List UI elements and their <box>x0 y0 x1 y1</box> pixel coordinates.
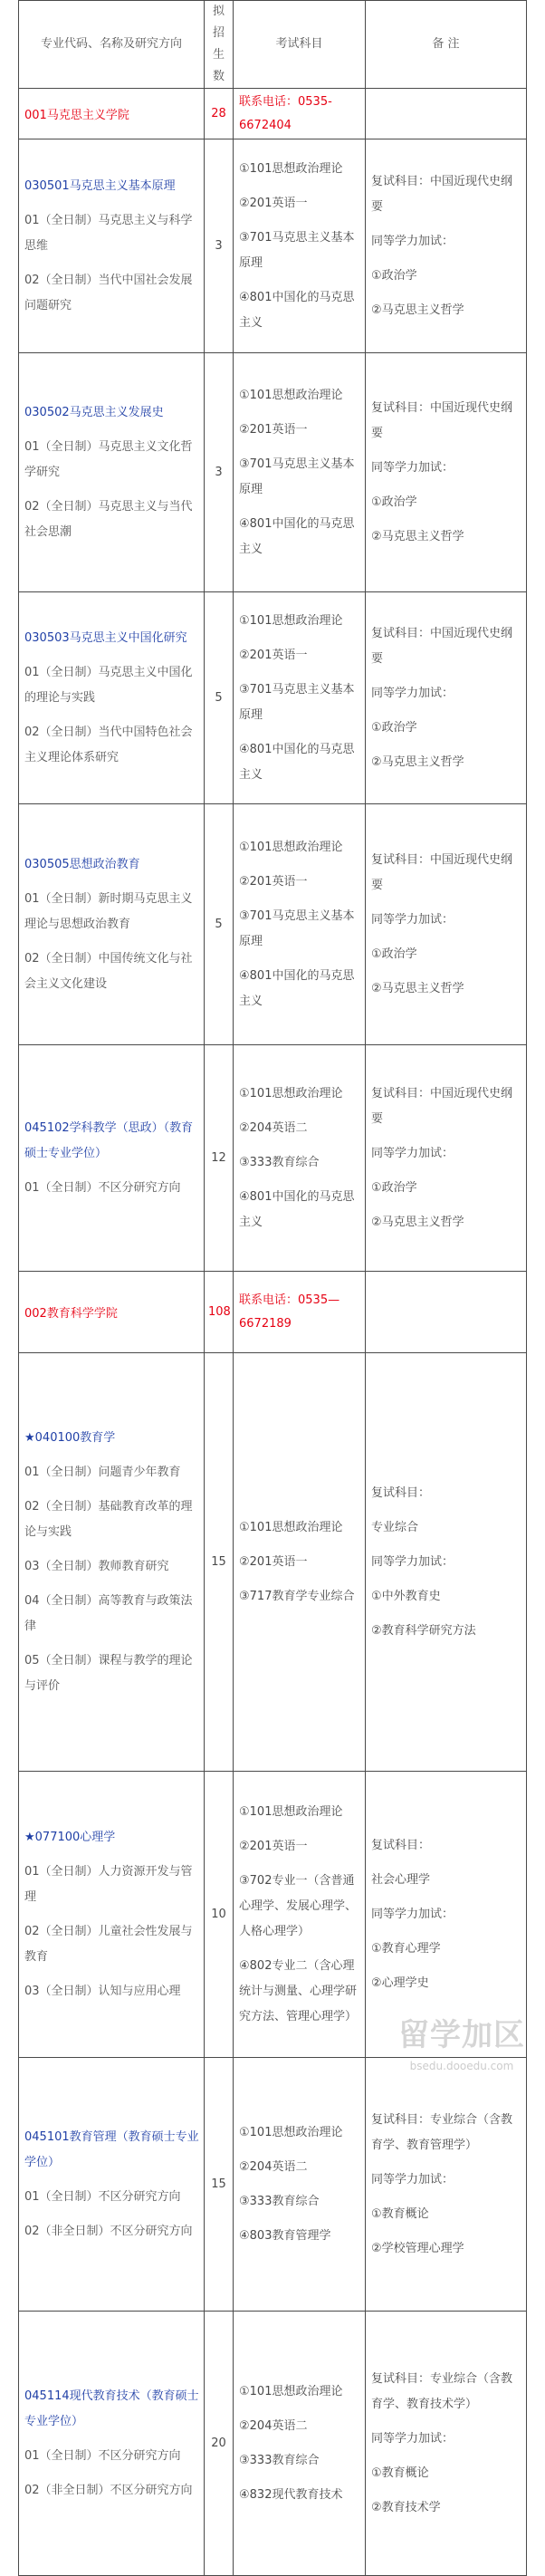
research-direction: 01（全日制）不区分研究方向 <box>24 2448 181 2463</box>
note-line: 同等学力加试： <box>371 912 454 927</box>
notes-cell <box>366 139 527 353</box>
school-row <box>19 89 527 139</box>
exam-subject: ②204英语二 <box>239 2418 308 2433</box>
program-row <box>19 1353 527 1772</box>
note-line: 社会心理学 <box>371 1872 431 1887</box>
header-major: 专业代码、名称及研究方向 <box>40 37 182 51</box>
major-cell <box>19 139 205 353</box>
major-cell <box>19 89 205 139</box>
program-name: 045101教育管理（教育硕士专业学位） <box>24 2129 199 2169</box>
exam-subject: ②201英语一 <box>239 648 308 662</box>
exam-subject: ②204英语二 <box>239 2159 308 2174</box>
notes-cell <box>366 2312 527 2576</box>
note-line: ②马克思主义哲学 <box>371 529 464 543</box>
school-name: 002教育科学学院 <box>24 1307 118 1321</box>
exam-subject: ②201英语一 <box>239 1554 308 1569</box>
quota-cell <box>205 139 234 353</box>
admissions-table <box>18 0 527 2576</box>
exam-subject: ④801中国化的马克思主义 <box>239 290 355 330</box>
program-row <box>19 1772 527 2058</box>
note-line: ①中外教育史 <box>371 1589 441 1603</box>
note-line: 复试科目： <box>371 1838 431 1852</box>
note-line: 复试科目：中国近现代史纲要 <box>371 1086 513 1126</box>
exam-subject: ③333教育综合 <box>239 2453 320 2467</box>
quota-cell <box>205 804 234 1045</box>
note-line: 复试科目：专业综合（含教育学、教育技术学） <box>371 2371 513 2411</box>
research-direction: 01（全日制）马克思主义中国化的理论与实践 <box>24 665 193 705</box>
exam-subject: ①101思想政治理论 <box>239 1520 343 1534</box>
exams-cell <box>234 1045 366 1272</box>
watermark-main: 留学加区 <box>398 2017 525 2053</box>
exam-subject: ①101思想政治理论 <box>239 840 343 854</box>
exam-subject: ④801中国化的马克思主义 <box>239 1189 355 1229</box>
header-quota-line1: 拟招 <box>212 5 225 40</box>
program-row <box>19 353 527 592</box>
program-quota: 15 <box>211 1555 226 1569</box>
exam-subject: ③701马克思主义基本原理 <box>239 682 355 722</box>
exam-subject: ③333教育综合 <box>239 1155 320 1169</box>
header-exams: 考试科目 <box>275 37 323 51</box>
major-cell <box>19 1353 205 1772</box>
exam-subject: ①101思想政治理论 <box>239 161 343 176</box>
quota-cell <box>205 89 234 139</box>
exam-subject: ②201英语一 <box>239 1839 308 1853</box>
note-line: 同等学力加试： <box>371 234 454 248</box>
exam-subject: ①101思想政治理论 <box>239 2125 343 2139</box>
note-line: 专业综合 <box>371 1520 419 1534</box>
school-quota: 108 <box>208 1305 231 1319</box>
exam-subject: ②204英语二 <box>239 1120 308 1135</box>
school-contact: 联系电话：0535—6672189 <box>239 1293 340 1331</box>
notes-cell <box>366 2058 527 2312</box>
note-line: 复试科目：中国近现代史纲要 <box>371 174 513 214</box>
program-quota: 5 <box>215 918 223 931</box>
exam-subject: ③701马克思主义基本原理 <box>239 457 355 496</box>
exam-subject: ②201英语一 <box>239 422 308 437</box>
program-row <box>19 592 527 804</box>
school-name: 001马克思主义学院 <box>24 109 129 122</box>
program-quota: 12 <box>211 1151 226 1165</box>
exam-subject: ④803教育管理学 <box>239 2228 331 2243</box>
note-line: 同等学力加试： <box>371 1554 454 1569</box>
major-cell <box>19 1045 205 1272</box>
exams-cell <box>234 2058 366 2312</box>
research-direction: 02（全日制）当代中国社会发展问题研究 <box>24 273 193 312</box>
header-quota-line2: 生数 <box>212 48 225 83</box>
school-quota: 28 <box>211 107 226 120</box>
program-row <box>19 2058 527 2312</box>
note-line: ①教育概论 <box>371 2465 429 2480</box>
exams-cell <box>234 1272 366 1353</box>
research-direction: 05（全日制）课程与教学的理论与评价 <box>24 1653 193 1693</box>
header-notes: 备 注 <box>432 37 460 51</box>
quota-cell <box>205 353 234 592</box>
exam-subject: ②201英语一 <box>239 874 308 889</box>
note-line: ②马克思主义哲学 <box>371 303 464 317</box>
note-line: ②马克思主义哲学 <box>371 981 464 995</box>
notes-cell <box>366 1353 527 1772</box>
quota-cell <box>205 1353 234 1772</box>
research-direction: 01（全日制）新时期马克思主义理论与思想政治教育 <box>24 891 193 931</box>
exam-subject: ④801中国化的马克思主义 <box>239 742 355 782</box>
watermark <box>398 2017 525 2081</box>
exam-subject: ①101思想政治理论 <box>239 613 343 628</box>
program-quota: 10 <box>211 1908 226 1921</box>
major-cell <box>19 1272 205 1353</box>
exam-subject: ②201英语一 <box>239 196 308 210</box>
exam-subject: ④801中国化的马克思主义 <box>239 516 355 556</box>
note-line: 复试科目：中国近现代史纲要 <box>371 400 513 440</box>
watermark-sub: bsedu.dooedu.com <box>409 2060 514 2072</box>
note-line: ①政治学 <box>371 268 417 283</box>
program-quota: 20 <box>211 2437 226 2450</box>
research-direction: 03（全日制）认知与应用心理 <box>24 1984 181 1998</box>
exams-cell <box>234 89 366 139</box>
exam-subject: ③701马克思主义基本原理 <box>239 230 355 270</box>
research-direction: 01（全日制）问题青少年教育 <box>24 1465 181 1479</box>
note-line: 同等学力加试： <box>371 2431 454 2446</box>
header-quota-cell <box>205 1 234 89</box>
program-name: ★040100教育学 <box>24 1430 116 1445</box>
notes-cell <box>366 1772 527 2058</box>
exams-cell <box>234 1772 366 2058</box>
school-row <box>19 1272 527 1353</box>
program-row <box>19 2312 527 2576</box>
major-cell <box>19 804 205 1045</box>
exam-subject: ①101思想政治理论 <box>239 2384 343 2398</box>
exam-subject: ③333教育综合 <box>239 2194 320 2208</box>
header-major-cell <box>19 1 205 89</box>
research-direction: 01（全日制）不区分研究方向 <box>24 2189 181 2204</box>
exam-subject: ③701马克思主义基本原理 <box>239 908 355 948</box>
note-line: ①教育心理学 <box>371 1941 441 1956</box>
exams-cell <box>234 592 366 804</box>
note-line: 复试科目：中国近现代史纲要 <box>371 626 513 666</box>
program-name: 030501马克思主义基本原理 <box>24 178 176 193</box>
research-direction: 02（全日制）马克思主义与当代社会思潮 <box>24 499 193 539</box>
quota-cell <box>205 2312 234 2576</box>
exams-cell <box>234 804 366 1045</box>
note-line: 同等学力加试： <box>371 2172 454 2187</box>
research-direction: 02（全日制）中国传统文化与社会主义文化建设 <box>24 951 193 991</box>
notes-cell <box>366 353 527 592</box>
note-line: ②教育科学研究方法 <box>371 1623 476 1638</box>
program-name: 030502马克思主义发展史 <box>24 405 164 419</box>
quota-cell <box>205 1045 234 1272</box>
major-cell <box>19 1772 205 2058</box>
header-exams-cell <box>234 1 366 89</box>
table-header-row <box>19 1 527 89</box>
note-line: 同等学力加试： <box>371 1907 454 1921</box>
program-name: 030503马克思主义中国化研究 <box>24 630 187 645</box>
notes-cell <box>366 89 527 139</box>
program-row <box>19 804 527 1045</box>
exam-subject: ①101思想政治理论 <box>239 1086 343 1101</box>
major-cell <box>19 2058 205 2312</box>
research-direction: 04（全日制）高等教育与政策法律 <box>24 1593 193 1633</box>
major-cell <box>19 353 205 592</box>
note-line: 同等学力加试： <box>371 1146 454 1160</box>
research-direction: 02（非全日制）不区分研究方向 <box>24 2224 193 2238</box>
note-line: ②心理学史 <box>371 1975 429 1990</box>
program-quota: 3 <box>215 239 223 253</box>
quota-cell <box>205 592 234 804</box>
note-line: ①政治学 <box>371 1180 417 1195</box>
header-notes-cell <box>366 1 527 89</box>
exams-cell <box>234 353 366 592</box>
program-name: ★077100心理学 <box>24 1830 116 1844</box>
note-line: ②马克思主义哲学 <box>371 755 464 769</box>
notes-cell <box>366 1272 527 1353</box>
note-line: ①政治学 <box>371 495 417 509</box>
program-name: 030505思想政治教育 <box>24 857 140 871</box>
note-line: ②教育技术学 <box>371 2500 441 2514</box>
program-row <box>19 1045 527 1272</box>
note-line: ②学校管理心理学 <box>371 2241 464 2255</box>
quota-cell <box>205 1272 234 1353</box>
research-direction: 02（全日制）当代中国特色社会主义理论体系研究 <box>24 725 193 764</box>
note-line: ①教育概论 <box>371 2206 429 2221</box>
program-name: 045114现代教育技术（教育硕士专业学位） <box>24 2389 199 2428</box>
exams-cell <box>234 1353 366 1772</box>
note-line: 复试科目：中国近现代史纲要 <box>371 852 513 892</box>
notes-cell <box>366 592 527 804</box>
exam-subject: ①101思想政治理论 <box>239 388 343 402</box>
program-quota: 5 <box>215 691 223 705</box>
research-direction: 01（全日制）不区分研究方向 <box>24 1180 181 1195</box>
research-direction: 02（非全日制）不区分研究方向 <box>24 2483 193 2497</box>
notes-cell <box>366 1045 527 1272</box>
note-line: 复试科目：专业综合（含教育学、教育管理学） <box>371 2112 513 2152</box>
exam-subject: ④802专业二（含心理统计与测量、心理学研究方法、管理心理学） <box>239 1958 358 2023</box>
notes-cell <box>366 804 527 1045</box>
program-quota: 3 <box>215 466 223 479</box>
exam-subject: ①101思想政治理论 <box>239 1804 343 1819</box>
quota-cell <box>205 2058 234 2312</box>
research-direction: 01（全日制）马克思主义与科学思维 <box>24 213 193 253</box>
major-cell <box>19 592 205 804</box>
research-direction: 02（全日制）儿童社会性发展与教育 <box>24 1924 193 1964</box>
program-row <box>19 139 527 353</box>
quota-cell <box>205 1772 234 2058</box>
school-contact: 联系电话：0535-6672404 <box>239 94 332 132</box>
note-line: 复试科目： <box>371 1485 431 1500</box>
note-line: ①政治学 <box>371 947 417 961</box>
exam-subject: ④832现代教育技术 <box>239 2487 343 2502</box>
exams-cell <box>234 139 366 353</box>
research-direction: 01（全日制）马克思主义文化哲学研究 <box>24 439 193 479</box>
note-line: ②马克思主义哲学 <box>371 1215 464 1229</box>
exam-subject: ④801中国化的马克思主义 <box>239 968 355 1008</box>
exam-subject: ③702专业一（含普通心理学、发展心理学、人格心理学） <box>239 1873 358 1938</box>
research-direction: 02（全日制）基础教育改革的理论与实践 <box>24 1499 193 1539</box>
note-line: ①政治学 <box>371 720 417 735</box>
exams-cell <box>234 2312 366 2576</box>
note-line: 同等学力加试： <box>371 460 454 475</box>
exam-subject: ③717教育学专业综合 <box>239 1589 355 1603</box>
note-line: 同等学力加试： <box>371 686 454 700</box>
major-cell <box>19 2312 205 2576</box>
program-quota: 15 <box>211 2177 226 2191</box>
program-name: 045102学科教学（思政）（教育硕士专业学位） <box>24 1120 194 1160</box>
research-direction: 01（全日制）人力资源开发与管理 <box>24 1864 193 1904</box>
research-direction: 03（全日制）教师教育研究 <box>24 1559 169 1573</box>
